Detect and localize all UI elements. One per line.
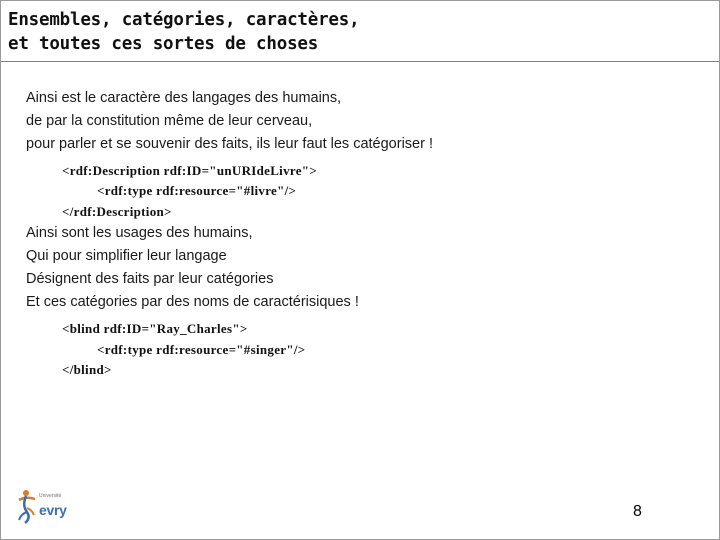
page-number: 8 [633, 503, 642, 520]
code-2-line-3: </blind> [62, 362, 112, 377]
paragraph-2-line-3: Désignent des faits par leur catégories [26, 271, 274, 287]
slide-title-line-2: et toutes ces sortes de choses [8, 34, 319, 54]
paragraph-1-line-1: Ainsi est le caractère des langages des humains, [26, 90, 342, 106]
code-1-line-2: <rdf:type rdf:resource="#livre"/> [97, 183, 297, 198]
paragraph-2-line-4: Et ces catégories par des noms de caractérisiques ! [26, 294, 359, 310]
logo-top-text: Université [39, 493, 62, 499]
title-bar [1, 1, 719, 62]
code-1-line-3: </rdf:Description> [62, 204, 172, 219]
paragraph-1-line-2: de par la constitution même de leur cerveau, [26, 113, 313, 129]
code-1-line-1: <rdf:Description rdf:ID="unURIdeLivre"> [62, 163, 318, 178]
logo-wordmark: evry [39, 502, 67, 518]
paragraph-2-line-2: Qui pour simplifier leur langage [26, 248, 227, 264]
paragraph-1-line-3: pour parler et se souvenir des faits, ils leur faut les catégoriser ! [26, 136, 433, 152]
university-evry-logo-icon [17, 488, 39, 524]
slide-title-line-1: Ensembles, catégories, caractères, [8, 10, 360, 30]
code-2-line-2: <rdf:type rdf:resource="#singer"/> [97, 342, 306, 357]
code-2-line-1: <blind rdf:ID="Ray_Charles"> [62, 321, 248, 336]
paragraph-2-line-1: Ainsi sont les usages des humains, [26, 225, 253, 241]
university-evry-logo [17, 488, 73, 524]
